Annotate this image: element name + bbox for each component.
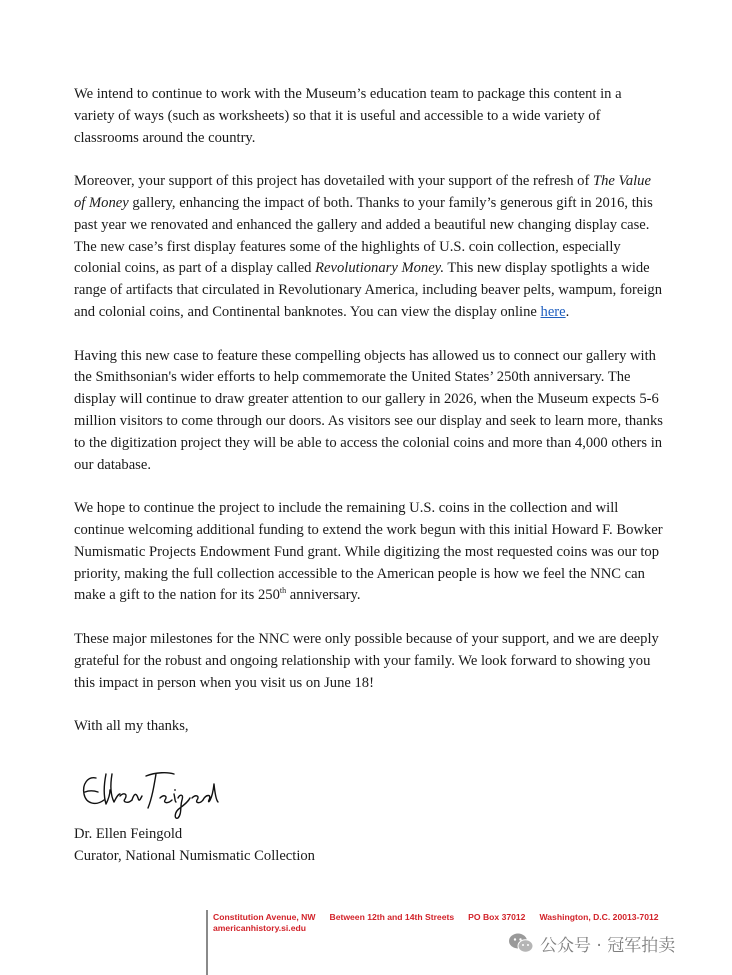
watermark-text: 公众号 · 冠军拍卖 (540, 935, 676, 956)
paragraph-text: This new display spotlights a wide range of artifacts that circulated in Revolutionary America, including beaver pelts, wampum, foreign and colonial coins, and Continental banknotes. You can view the display online (74, 260, 663, 320)
footer-cross-streets: Between 12th and 14th Streets (329, 912, 455, 922)
handwritten-signature (76, 764, 226, 824)
footer-divider (206, 910, 208, 975)
paragraph-gallery-refresh (74, 171, 664, 324)
paragraph-text: anniversary. (286, 587, 361, 604)
paragraph-text: . (565, 303, 570, 320)
signatory-title: Curator, National Numismatic Collection (74, 848, 315, 864)
paragraph-milestones: These major milestones for the NNC were only possible because of your support, and we are deeply grateful for the robust and ongoing relationship with your family. We look forward to showing you this impact in person when you visit us on June 18! (74, 630, 659, 691)
closing-line: With all my thanks, (74, 718, 189, 735)
superscript-th: th (279, 586, 287, 596)
paragraph-text: Moreover, your support of this project has dovetailed with your support of the refresh of (74, 173, 593, 190)
paragraph-new-case: Having this new case to feature these compelling objects has allowed us to connect our gallery with the Smithsonian's wider efforts to help commemorate the United States’ 250th anniversary. The display will continue to draw greater attention to our gallery in 2026, when the Museum expects 5-6 million visitors to come through our doors. As visitors see our display and seek to learn more, thanks to the digitization project they will be able to access the colonial coins and more than 4,000 others in our database. (74, 347, 663, 473)
signatory-name: Dr. Ellen Feingold (74, 826, 183, 842)
display-title: Revolutionary Money. (315, 260, 444, 277)
gallery-title: The Value of Money (74, 173, 651, 211)
footer-pobox: PO Box 37012 (468, 912, 526, 922)
footer-address-line (213, 912, 659, 922)
footer-city: Washington, D.C. 20013-7012 (539, 912, 659, 922)
footer-website[interactable]: americanhistory.si.edu (213, 923, 306, 933)
letter-body (74, 84, 664, 738)
footer-street: Constitution Avenue, NW (213, 912, 316, 922)
wechat-icon (508, 932, 534, 954)
paragraph-text: gallery, enhancing the impact of both. Thanks to your family’s generous gift in 2016, this past year we renovated and enhanced the gallery and added a beautiful new changing display case. The new case’s first display features some of the highlights of U.S. coin collection, especially colonial coins, as part of a display called (74, 194, 653, 277)
wechat-watermark (508, 930, 675, 956)
paragraph-text: We hope to continue the project to include the remaining U.S. coins in the collection and will continue welcoming additional funding to extend the work begun with this initial Howard F. Bowker Numismatic Projects Endowment Fund grant. While digitizing the most requested coins was our top priority, making the full collection accessible to the American people is how we feel the NNC can make a gift to the nation for its 250 (74, 500, 663, 604)
display-online-link[interactable]: here (540, 303, 566, 320)
paragraph-future-project (74, 498, 664, 607)
paragraph-education: We intend to continue to work with the Museum’s education team to package this content in a variety of ways (such as worksheets) so that it is useful and accessible to a wide variety of classrooms around the country. (74, 86, 622, 146)
